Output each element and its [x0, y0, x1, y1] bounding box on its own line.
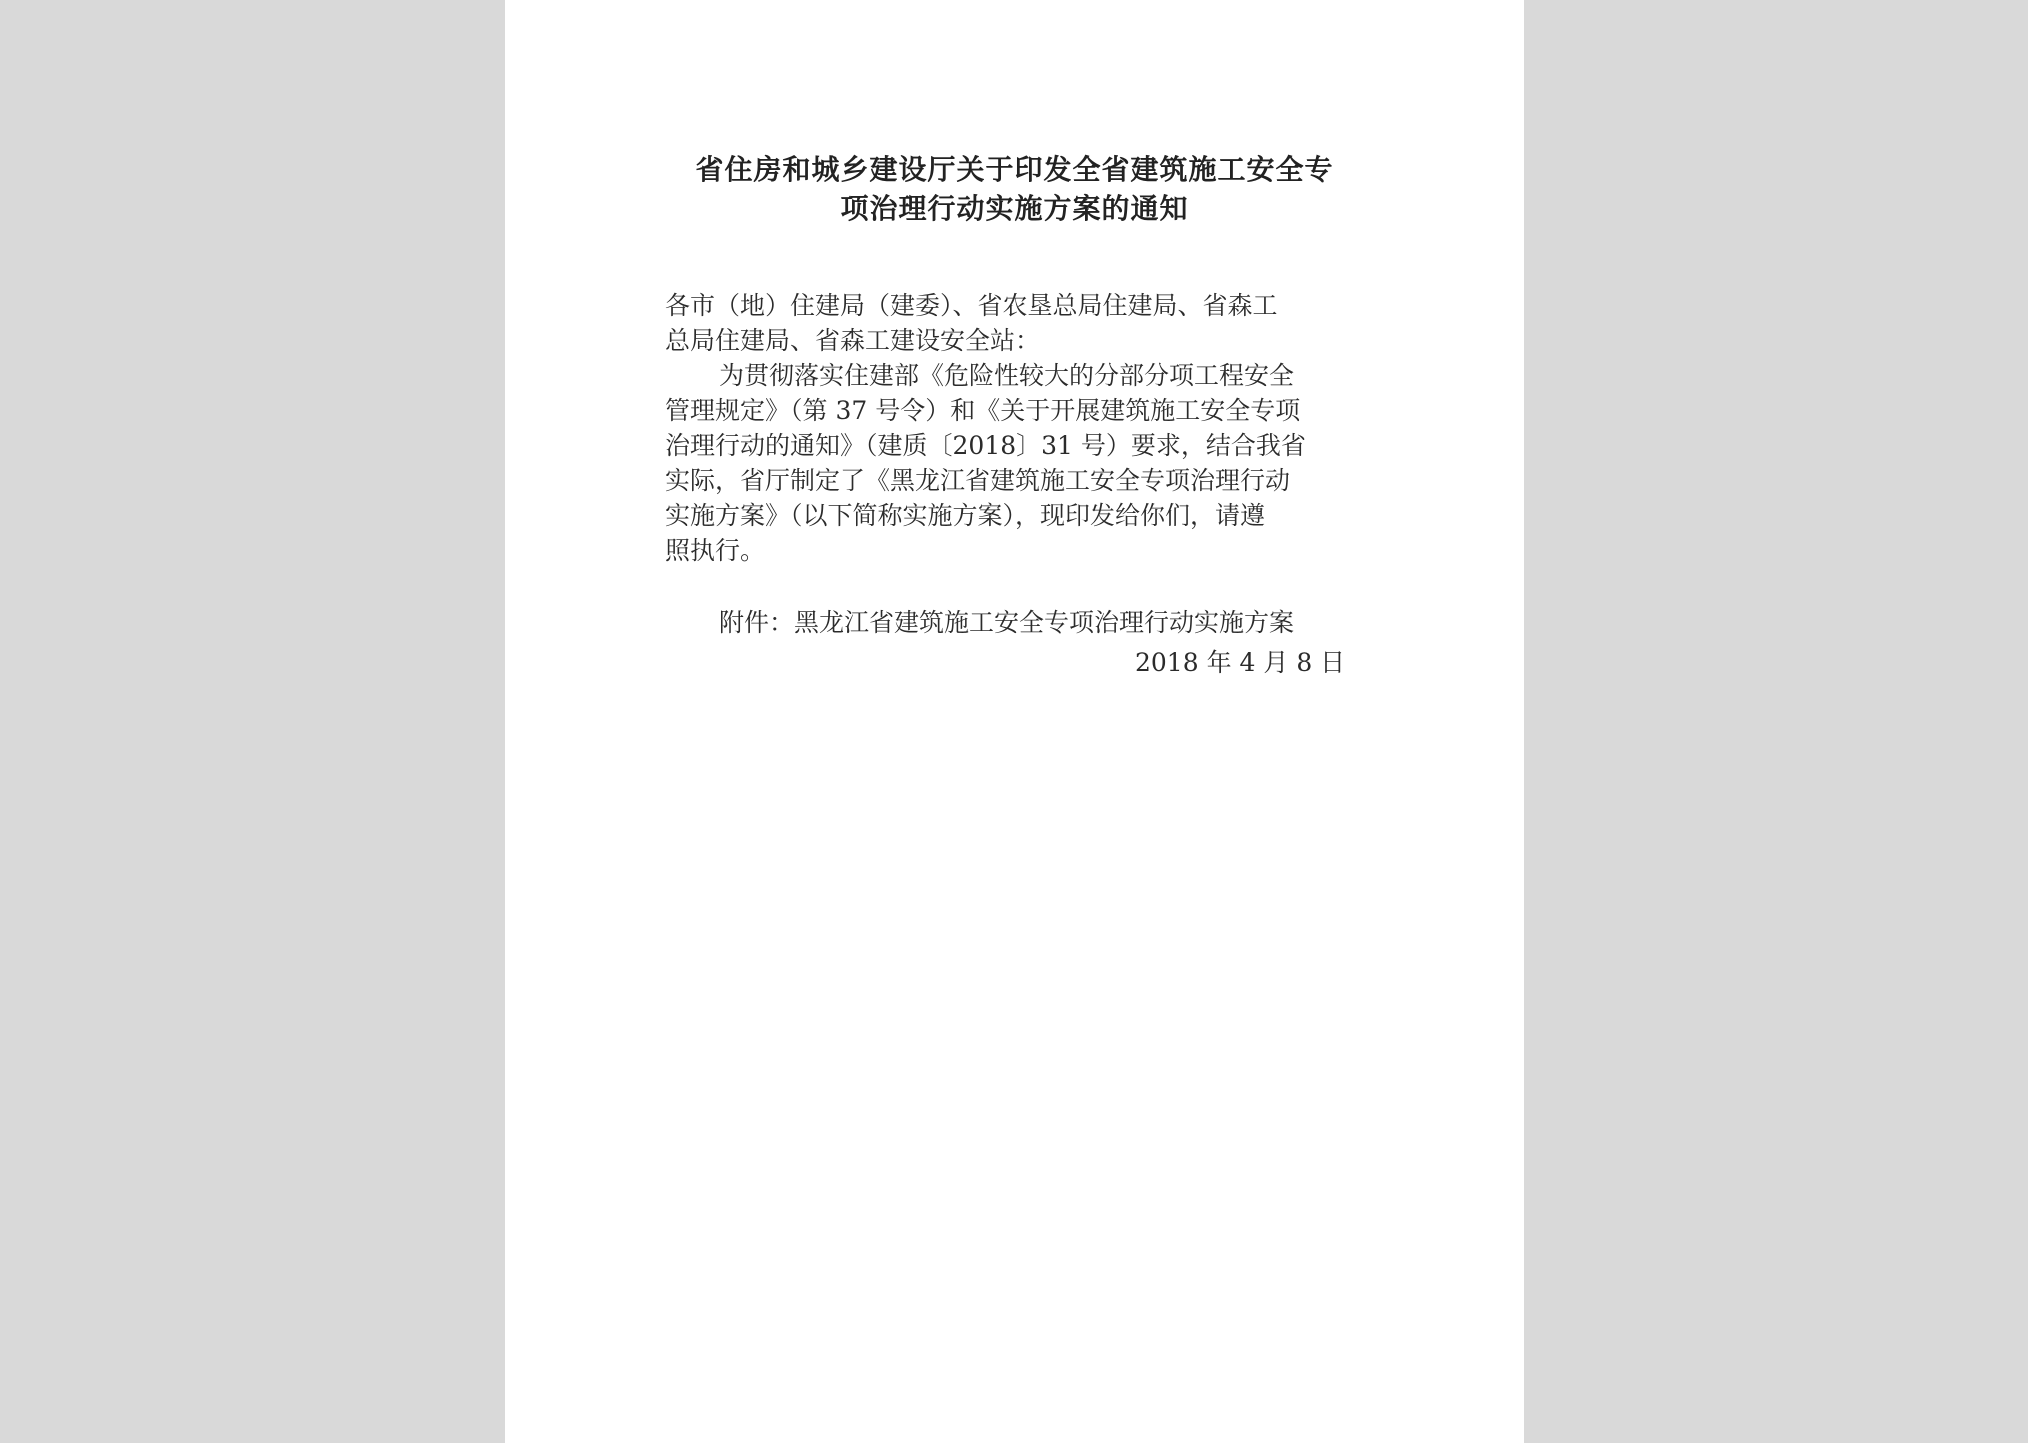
document-date: 2018 年 4 月 8 日: [1135, 648, 1346, 677]
document-page: [505, 0, 1524, 1443]
addressee-line-1: 各市（地）住建局（建委）、省农垦总局住建局、省森工: [665, 291, 1278, 320]
body-line-4: 实际，省厅制定了《黑龙江省建筑施工安全专项治理行动: [665, 466, 1291, 495]
body-line-2: 管理规定》（第 37 号令）和《关于开展建筑施工安全专项: [665, 396, 1301, 425]
body-line-1: 为贯彻落实住建部《危险性较大的分部分项工程安全: [719, 361, 1295, 390]
document-title-line-2: 项治理行动实施方案的通知: [840, 192, 1189, 225]
document-title-line-1: 省住房和城乡建设厅关于印发全省建筑施工安全专: [695, 153, 1334, 186]
attachment-line: 附件：黑龙江省建筑施工安全专项治理行动实施方案: [719, 608, 1295, 637]
body-line-3: 治理行动的通知》（建质〔2018〕31 号）要求，结合我省: [665, 431, 1306, 460]
body-line-6: 照执行。: [665, 536, 766, 565]
addressee-line-2: 总局住建局、省森工建设安全站：: [665, 326, 1041, 355]
body-line-5: 实施方案》（以下简称实施方案），现印发给你们，请遵: [665, 501, 1266, 530]
